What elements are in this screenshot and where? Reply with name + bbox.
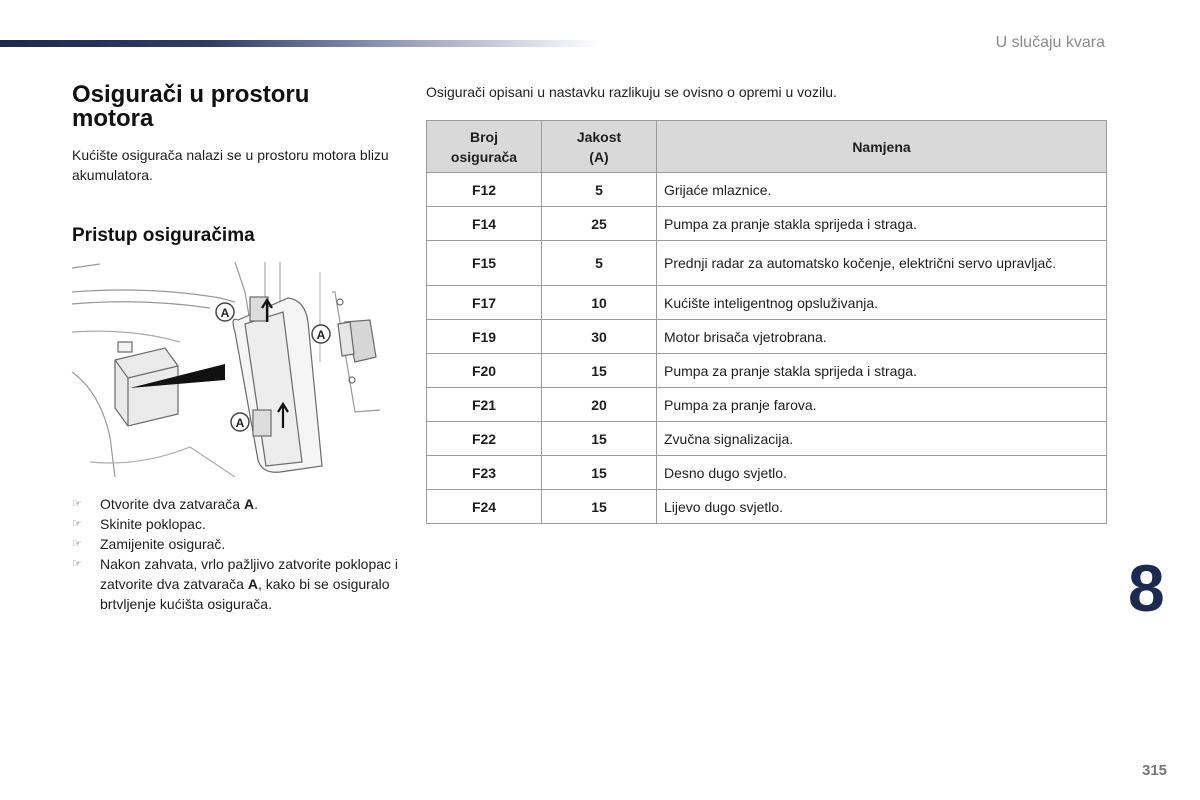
header-fuse-number: Broj osigurača — [427, 121, 542, 173]
table-row — [427, 173, 1107, 207]
fuse-box-illustration — [70, 262, 390, 484]
amperage-cell: 30 — [542, 320, 657, 354]
page-number: 315 — [1142, 762, 1168, 779]
chapter-number: 8 — [1128, 551, 1165, 625]
amperage-cell: 15 — [542, 422, 657, 456]
pointing-hand-icon: ☞ — [72, 498, 82, 510]
purpose-cell: Pumpa za pranje stakla sprijeda i straga. — [657, 207, 1107, 241]
table-row — [427, 490, 1107, 524]
pointing-hand-icon: ☞ — [72, 558, 82, 570]
table-row — [427, 388, 1107, 422]
label-marker-a-inset — [312, 325, 330, 343]
fuse-number-cell: F15 — [427, 241, 542, 286]
label-a-bottom: A — [235, 416, 245, 430]
table-row — [427, 241, 1107, 286]
amperage-cell: 15 — [542, 490, 657, 524]
fuse-number-cell: F14 — [427, 207, 542, 241]
purpose-cell: Kućište inteligentnog opsluživanja. — [657, 286, 1107, 320]
header-gradient-bar — [0, 40, 600, 47]
header-purpose: Namjena — [657, 121, 1107, 173]
page-title: Osigurači u prostoru motora — [72, 81, 310, 132]
fuse-number-cell: F21 — [427, 388, 542, 422]
pointing-hand-icon: ☞ — [72, 538, 82, 550]
fuse-number-cell: F24 — [427, 490, 542, 524]
list-item: ☞ Skinite poklopac. — [72, 516, 206, 532]
fuse-number-cell: F20 — [427, 354, 542, 388]
table-row — [427, 320, 1107, 354]
table-intro: Osigurači opisani u nastavku razlikuju se ovisno o opremi u vozilu. — [426, 84, 837, 100]
fuse-table — [426, 120, 1107, 524]
purpose-cell: Zvučna signalizacija. — [657, 422, 1107, 456]
fuse-number-cell: F19 — [427, 320, 542, 354]
list-item: ☞ Otvorite dva zatvarača A. — [72, 496, 258, 512]
label-a-inset: A — [316, 328, 326, 342]
label-marker-a-top — [216, 303, 234, 321]
intro-paragraph: Kućište osigurača nalazi se u prostoru motora blizu akumulatora. — [72, 147, 389, 183]
fuse-number-cell: F23 — [427, 456, 542, 490]
purpose-cell: Grijaće mlaznice. — [657, 173, 1107, 207]
table-header-row — [427, 121, 1107, 173]
amperage-cell: 5 — [542, 241, 657, 286]
label-marker-a-bottom — [231, 413, 249, 431]
amperage-cell: 15 — [542, 456, 657, 490]
table-row — [427, 422, 1107, 456]
header-amperage: Jakost (A) — [542, 121, 657, 173]
table-row — [427, 456, 1107, 490]
amperage-cell: 5 — [542, 173, 657, 207]
purpose-cell: Motor brisača vjetrobrana. — [657, 320, 1107, 354]
list-item: ☞ Nakon zahvata, vrlo pažljivo zatvorite poklopac i zatvorite dva zatvarača A, kako bi se osiguralo brtvljenje kućišta osigurača. — [72, 556, 399, 612]
list-item: ☞ Zamijenite osigurač. — [72, 536, 226, 552]
fuse-number-cell: F17 — [427, 286, 542, 320]
amperage-cell: 20 — [542, 388, 657, 422]
subsection-title: Pristup osiguračima — [72, 225, 255, 246]
table-row — [427, 286, 1107, 320]
section-title: U slučaju kvara — [995, 34, 1105, 51]
amperage-cell: 10 — [542, 286, 657, 320]
table-row — [427, 354, 1107, 388]
fuse-number-cell: F22 — [427, 422, 542, 456]
purpose-cell: Pumpa za pranje farova. — [657, 388, 1107, 422]
pointing-hand-icon: ☞ — [72, 518, 82, 530]
amperage-cell: 15 — [542, 354, 657, 388]
purpose-cell: Desno dugo svjetlo. — [657, 456, 1107, 490]
fuse-number-cell: F12 — [427, 173, 542, 207]
amperage-cell: 25 — [542, 207, 657, 241]
purpose-cell: Pumpa za pranje stakla sprijeda i straga. — [657, 354, 1107, 388]
purpose-cell: Lijevo dugo svjetlo. — [657, 490, 1107, 524]
table-row — [427, 207, 1107, 241]
purpose-cell: Prednji radar za automatsko kočenje, električni servo upravljač. — [657, 241, 1107, 286]
label-a-top: A — [220, 306, 230, 320]
steps-list — [72, 494, 412, 614]
